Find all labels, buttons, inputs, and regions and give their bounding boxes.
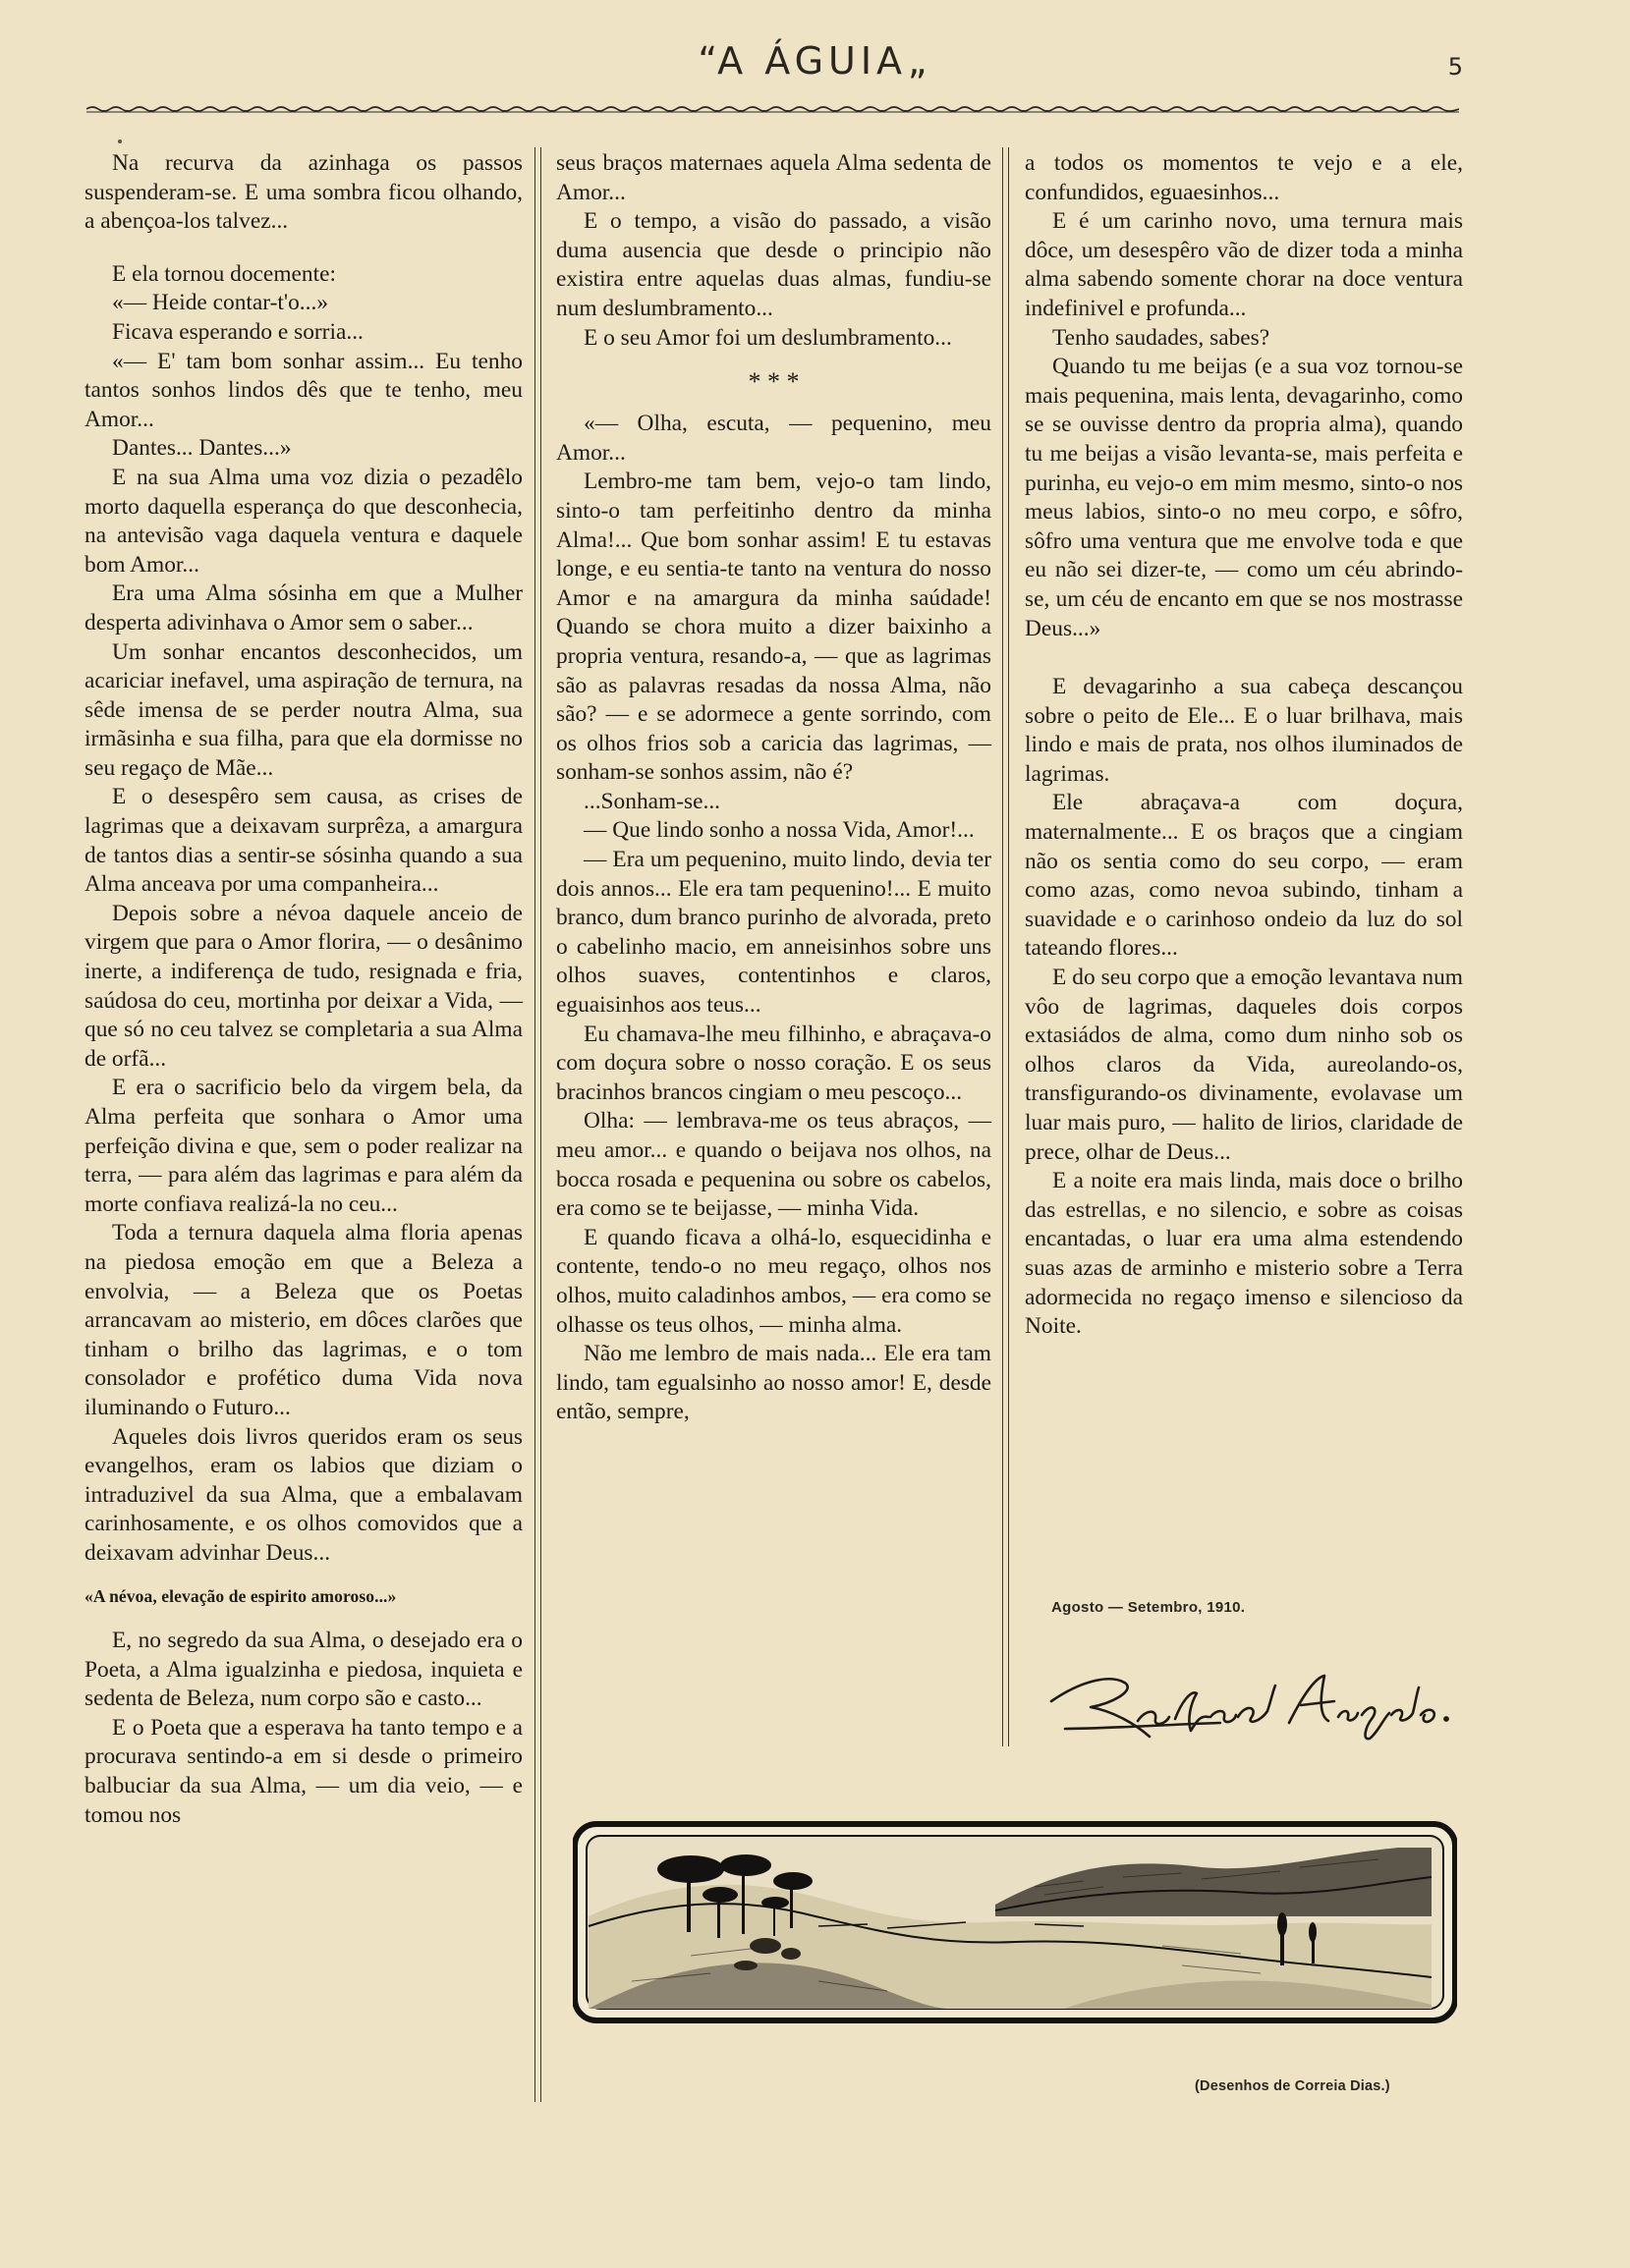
paragraph: E ela tornou docemente:	[112, 260, 336, 287]
paragraph: Era uma Alma sósinha em que a Mulher desperta adivinhava o Amor sem o saber...	[84, 581, 523, 636]
paragraph: Não me lembro de mais nada... Ele era tam lindo, tam egualsinho ao nosso amor! E, desde então, sempre,	[556, 1341, 991, 1425]
paragraph: E devagarinho a sua cabeça descançou sobre o peito de Ele... E o luar brilhava, mais lindo e mais de prata, nos olhos iluminados de lagrimas.	[1025, 674, 1463, 787]
paragraph: «— Olha, escuta, — pequenino, meu Amor...	[556, 411, 991, 466]
paragraph: E do seu corpo que a emoção levantava num vôo de lagrimas, daqueles dois corpos extasiádos de alma, como dum ninho sob os olhos claros da Vida, aureolando-os, transfigurando-os divinamente, evolavase um luar mais puro, — halito de lirios, claridade de prece, olhar de Deus...	[1025, 965, 1463, 1165]
paragraph: E é um carinho novo, uma ternura mais dôce, um desespêro vão de dizer toda a minha alma sabendo somente chorar na doce ventura indefinivel e profunda...	[1025, 208, 1463, 321]
paragraph: Eu chamava-lhe meu filhinho, e abraçava-o com doçura sobre o nosso coração. E os seus bracinhos brancos cingiam o meu pescoço...	[556, 1021, 991, 1105]
page-number: 5	[1447, 53, 1463, 81]
paragraph: «— E' tam bom sonhar assim... Eu tenho tantos sonhos lindos dês que te tenho, meu Amor...	[84, 348, 523, 432]
paragraph: E o Poeta que a esperava ha tanto tempo e a procurava sentindo-a em si desde o primeiro balbuciar da sua Alma, — um dia veio, — e tomou nos	[84, 1714, 523, 1828]
ink-speck	[118, 139, 122, 143]
paragraph: Tenho saudades, sabes?	[1052, 324, 1270, 351]
paragraph: ...Sonham-se...	[584, 788, 721, 814]
paragraph: E a noite era mais linda, mais doce o brilho das estrellas, e no silencio, e sobre as coisas encantadas, o luar era uma alma estendendo suas azas de arminho e misterio sobre a Terra adormecida no regaço imenso e silencioso da Noite.	[1025, 1168, 1463, 1340]
paragraph: Olha: — lembrava-me os teus abraços, — meu amor... e quando o beijava nos olhos, na bocca rosada e pequenina ou sobre os cabelos, era como se te beijasse, — minha Vida.	[556, 1108, 991, 1222]
article-dateline: Agosto — Setembro, 1910.	[1051, 1599, 1246, 1616]
author-signature	[1043, 1660, 1456, 1748]
paragraph: Toda a ternura daquela alma floria apenas na piedosa emoção em que a Beleza a envolvia, — a Beleza que os Poetas arrancavam ao misterio, em dôces clarões que tinham o brilho das lagrimas, e o tom consolador e profético duma Vida nova iluminando o Futuro...	[84, 1220, 523, 1420]
paragraph: Depois sobre a névoa daquele anceio de virgem que para o Amor florira, — o desânimo inerte, a indiferença de tudo, resignada e fria, saúdosa do ceu, mortinha por deixar a Vida, — que só no ceu talvez se completaria a sua Alma de orfã...	[84, 900, 523, 1072]
paragraph: a todos os momentos te vejo e a ele, confundidos, eguaesinhos...	[1025, 150, 1463, 205]
paragraph: E o tempo, a visão do passado, a visão duma ausencia que desde o principio não existira entre aquelas duas almas, fundiu-se num deslumbramento...	[556, 208, 991, 321]
paragraph: seus braços maternaes aquela Alma sedenta de Amor...	[556, 150, 991, 205]
paragraph: — Que lindo sonho a nossa Vida, Amor!...	[584, 817, 975, 844]
paragraph: Lembro-me tam bem, vejo-o tam lindo, sinto-o tam perfeitinho dentro da minha Alma!... Que bom sonhar assim! E tu estavas longe, e eu sentia-te tanto na ventura do nosso Amor e na amargura da minha saúdade! Quando se chora muito a dizer baixinho a propria ventura, resando-a, — que as lagrimas são as palavras resadas da nossa Alma, não são? — e se adormece a gente sorrindo, com os olhos frios sob a caricia das lagrimas, — sonham-se sonhos assim, não é?	[556, 469, 991, 786]
text-column-2	[556, 149, 991, 1427]
paragraph: Ele abraçava-a com doçura, maternalmente... E os braços que a cingiam não os sentia como do seu corpo, — eram como azas, como nevoa subindo, tinham a suavidade e o carinhoso ondeio da luz do sol tateando flores...	[1025, 790, 1463, 962]
section-break-asterism: * * *	[748, 367, 800, 397]
column-divider	[534, 147, 541, 2102]
landscape-illustration	[573, 1808, 1457, 2032]
paragraph: «— Heide contar-t'o...»	[112, 290, 329, 316]
paragraph: E o desespêro sem causa, as crises de lagrimas que a deixavam surprêza, a amargura de tantos dias a sentir-se sósinha quando a sua Alma anceava por uma companheira...	[84, 784, 523, 898]
paragraph: — Era um pequenino, muito lindo, devia ter dois annos... Ele era tam pequenino!... E muito branco, dum branco purinho de alvorada, preto o cabelinho macio, em anneisinhos sobre uns olhos suaves, contentinhos e claros, eguaisinhos aos teus...	[556, 847, 991, 1019]
page-title: “A ÁGUIA„	[698, 39, 932, 83]
paragraph: Na recurva da azinhaga os passos suspenderam-se. E uma sombra ficou olhando, a abençoa-los talvez...	[84, 150, 523, 235]
paragraph: Aqueles dois livros queridos eram os seus evangelhos, eram os labios que diziam o intraduzivel da sua Alma, que a embalavam carinhosamente, e os olhos comovidos que a deixavam advinhar Deus...	[84, 1423, 523, 1566]
paragraph: Dantes... Dantes...»	[112, 435, 292, 462]
paragraph: E era o sacrificio belo da virgem bela, da Alma perfeita que sonhara o Amor uma perfeição divina e que, sem o poder realizar na terra, — para além das lagrimas e para além da morte confiava realizá-la no ceu...	[84, 1075, 523, 1217]
paragraph: E o seu Amor foi um deslumbramento...	[584, 324, 952, 351]
paragraph: E, no segredo da sua Alma, o desejado era o Poeta, a Alma igualzinha e piedosa, inquieta e sedenta de Beleza, num corpo são e casto...	[84, 1628, 523, 1712]
column-divider	[1002, 147, 1009, 1746]
text-column-3	[1025, 149, 1463, 1342]
paragraph: Quando tu me beijas (e a sua voz tornou-se mais pequenina, mais lenta, devagarinho, como se se ouvisse dentro da propria alma), quando tu me beijas a visão levanta-se, mais perfeita e purinha, eu vejo-o em mim mesmo, sinto-o nos meus labios, sinto-o no meu corpo, e sôfro, sôfro uma ventura que me envolve toda e que eu não sei dizer-te, — como um céu abrindo-se, um céu de encanto em que se nos mostrasse Deus...»	[1025, 354, 1463, 641]
text-column-1	[84, 149, 523, 1830]
paragraph: Ficava esperando e sorria...	[112, 318, 364, 345]
section-subheading: «A névoa, elevação de espirito amoroso...»	[84, 1585, 397, 1606]
paragraph: E quando ficava a olhá-lo, esquecidinha e contente, tendo-o no meu regaço, olhos nos olhos, muito caladinhos ambos, — era como se olhasse os teus olhos, — minha alma.	[556, 1224, 991, 1338]
paragraph: Um sonhar encantos desconhecidos, um acariciar inefavel, uma aspiração de ternura, na sêde imensa de se perder noutra Alma, sua irmãsinha e sua filha, para que ela dormisse no seu regaço de Mãe...	[84, 638, 523, 781]
illustration-credit: (Desenhos de Correia Dias.)	[1195, 2078, 1390, 2094]
header-wavy-rule	[86, 105, 1459, 113]
paragraph: E na sua Alma uma voz dizia o pezadêlo morto daquella esperança do que desconhecia, na antevisão vaga daquela ventura e daquele bom Amor...	[84, 464, 523, 578]
